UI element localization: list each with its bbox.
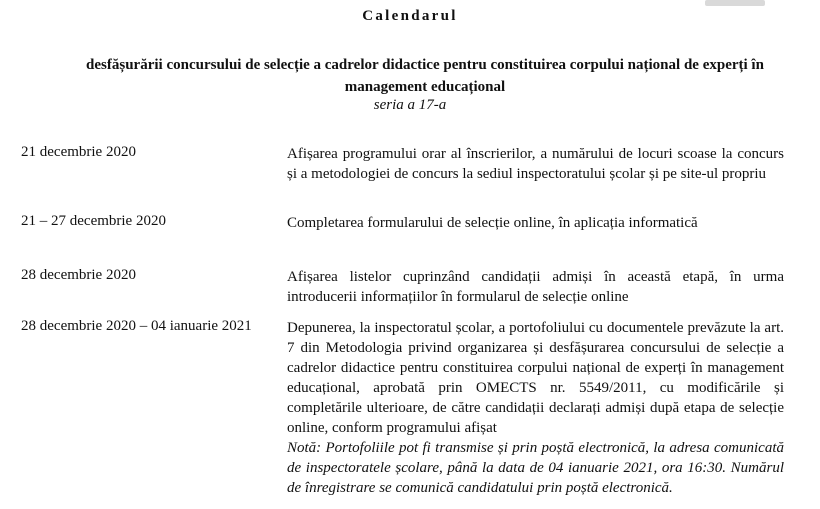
schedule-note: Notă: Portofoliile pot fi transmise și prin poștă electronică, la adresa comunicată de inspectoratele școlare, până la data de 04 ianuarie 2021, ora 16:30. Numărul de înregistrare se comunică candidatului prin poștă electronică. <box>287 440 784 496</box>
schedule-description: Depunerea, la inspectoratul școlar, a portofoliului cu documentele prevăzute la art. 7 din Metodologia privind organizarea și desfășurarea concursului de selecție a cadrelor didactice pentru constituirea corpului național de experți în management educațional, aprobată prin OMECTS nr. 5549/2011, cu modificările și completările ulterioare, de către candidații declarați admiși după etapa de selecție online, conform programului afișat <box>287 320 784 436</box>
schedule-description: Afișarea programului orar al înscrierilor, a numărului de locuri scoase la concurs și a metodologiei de concurs la sediul inspectoratului școlar și pe site-ul propriu <box>287 146 784 182</box>
page-corner-mark <box>705 0 765 6</box>
schedule-date: 28 decembrie 2020 – 04 ianuarie 2021 <box>21 318 252 334</box>
schedule-date: 21 decembrie 2020 <box>21 144 136 160</box>
schedule-description: Afișarea listelor cuprinzând candidații admiși în această etapă, în urma introducerii informațiilor în formularul de selecție online <box>287 269 784 305</box>
schedule-description: Completarea formularului de selecție online, în aplicația informatică <box>287 215 698 231</box>
document-subtitle: desfășurării concursului de selecție a cadrelor didactice pentru constituirea corpului național de experți în management educațional <box>86 57 764 95</box>
schedule-date: 21 – 27 decembrie 2020 <box>21 213 166 229</box>
schedule-date: 28 decembrie 2020 <box>21 267 136 283</box>
document-title: Calendarul <box>362 8 458 24</box>
schedule-description-block <box>287 318 784 498</box>
document-series: seria a 17-a <box>373 97 447 113</box>
